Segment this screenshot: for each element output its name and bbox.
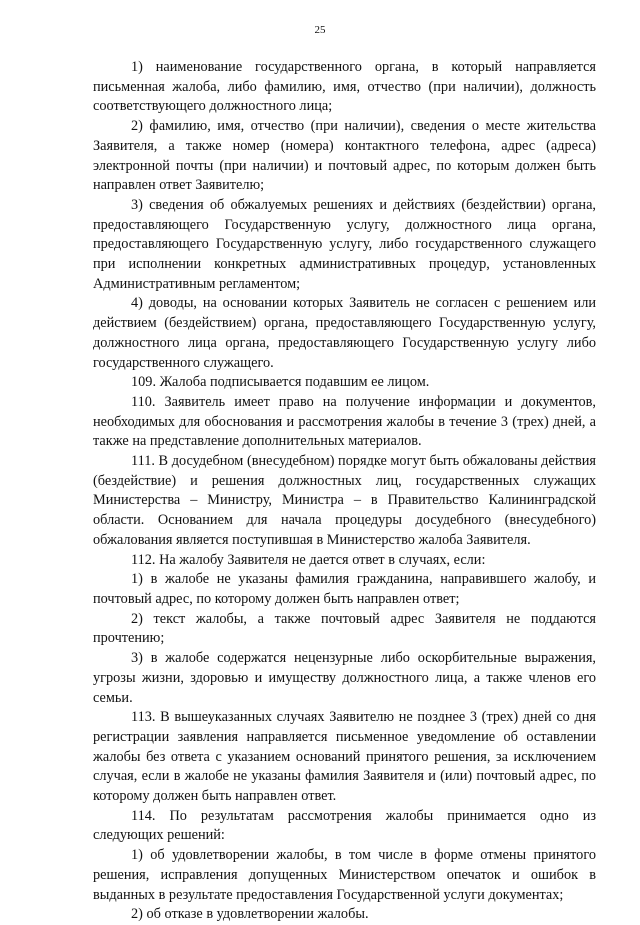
- paragraph: 2) фамилию, имя, отчество (при наличии), сведения о месте жительства Заявителя, а также номер (номера) контактного телефона, адрес (адреса) электронной почты (при наличии) и почтовый адрес, по которым должен быть направлен ответ Заявителю;: [93, 118, 596, 194]
- paragraph: 113. В вышеуказанных случаях Заявителю не позднее 3 (трех) дней со дня регистрации заявления направляется письменное уведомление об оставлении жалобы без ответа с указанием оснований принятого решения, за исключением случая, если в жалобе не указаны фамилия Заявителя и (или) почтовый адрес, по которому должен быть направлен ответ.: [93, 709, 596, 805]
- paragraph: 1) наименование государственного органа, в который направляется письменная жалоба, либо фамилию, имя, отчество (при наличии), должность соответствующего должностного лица;: [93, 59, 596, 115]
- paragraph: 109. Жалоба подписывается подавшим ее лицом.: [131, 374, 430, 391]
- paragraph: 1) об удовлетворении жалобы, в том числе в форме отмены принятого решения, исправления допущенных Министерством опечаток и ошибок в выданных в результате предоставления Государственной услуги документах;: [93, 847, 596, 903]
- paragraph: 111. В досудебном (внесудебном) порядке могут быть обжалованы действия (бездействие) и решения должностных лиц, государственных служащих Министерства – Министру, Министра – в Правительство Калининградской области. Основанием для начала процедуры досудебного (внесудебного) обжалования является поступившая в Министерство жалоба Заявителя.: [93, 453, 596, 548]
- paragraph: 112. На жалобу Заявителя не дается ответ в случаях, если:: [131, 551, 486, 568]
- document-body: [93, 58, 596, 925]
- paragraph: 3) в жалобе содержатся нецензурные либо оскорбительные выражения, угрозы жизни, здоровью и имуществу должностного лица, а также членов его семьи.: [93, 650, 596, 706]
- paragraph: 3) сведения об обжалуемых решениях и действиях (бездействии) органа, предоставляющего Государственную услугу, должностного лица органа, предоставляющего Государственную услугу, либо государственного служащего при исполнении конкретных административных процедур, установленных Административным регламентом;: [93, 196, 596, 292]
- page-number: 25: [314, 24, 326, 36]
- paragraph: 110. Заявитель имеет право на получение информации и документов, необходимых для обоснования и рассмотрения жалобы в течение 3 (трех) дней, а также на представление дополнительных материалов.: [93, 393, 596, 450]
- paragraph: 4) доводы, на основании которых Заявитель не согласен с решением или действием (бездействием) органа, предоставляющего Государственную услугу, должностного лица органа, предоставляющего Государственную услугу либо государственного служащего.: [93, 295, 596, 371]
- paragraph: 2) об отказе в удовлетворении жалобы.: [131, 906, 369, 923]
- paragraph: 2) текст жалобы, а также почтовый адрес Заявителя не поддаются прочтению;: [93, 610, 596, 647]
- paragraph: 114. По результатам рассмотрения жалобы принимается одно из следующих решений:: [93, 807, 596, 844]
- paragraph: 1) в жалобе не указаны фамилия гражданина, направившего жалобу, и почтовый адрес, по которому должен быть направлен ответ;: [93, 571, 596, 607]
